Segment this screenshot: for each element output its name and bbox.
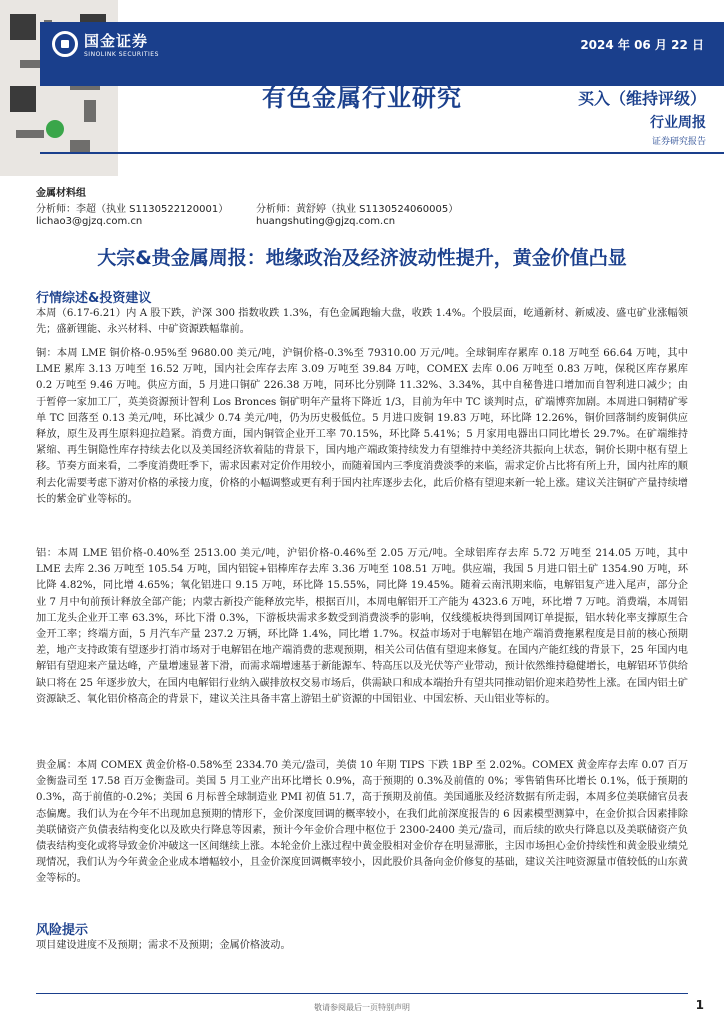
header-divider [40,152,724,154]
report-title: 大宗&贵金属周报：地缘政治及经济波动性提升，黄金价值凸显 [97,247,627,269]
rating: 买入（维持评级） [577,89,706,108]
sector-label: 金属材料组 [36,188,86,199]
author-2-line: 分析师：黄舒婷（执业 S1130524060005） [256,204,459,215]
report-date: 2024 年 06 月 22 日 [580,38,704,52]
page-number: 1 [695,998,704,1012]
paragraph-risk: 项目建设进度不及预期；需求不及预期；金属价格波动。 [36,940,291,951]
logo-cn: 国金证券 [84,32,149,50]
report-type: 行业周报 [650,115,706,131]
logo-en: SINOLINK SECURITIES [84,51,159,58]
author-1-line: 分析师：李超（执业 S1130522120001） [36,204,229,215]
report-header [0,0,724,178]
paragraph-aluminum: 铝：本周 LME 铝价格-0.40%至 2513.00 美元/吨，沪铝价格-0.46%至 2.05 万元/吨。全球铝库存去库 5.72 万吨至 214.05 万吨，其中 LME 去库 2.36 万吨至 105.54 万吨，国内铝锭+铝棒库存去库 3.36 万吨至 108.51 万吨。供应端，我国 5 月进口铝土矿 1354.90 万吨，环比降 4.82%，同比增 4.65%；氧化铝进口 9.15 万吨，环比降 15.55%，同比降 19.45%。随着云南汛期来临，电解铝复产进入尾声，部分企业 7 月中旬前预计释放全部产能；内蒙古新投产能释放完毕，根据百川，本周电解铝开工产能为 4323.6 万吨，环比增 7 万吨。消费端，本周铝加工龙头企业开工率 63.3%，环比下滑 0.3%，下游板块需求多数受到消费淡季的影响，仅线缆板块得到国网订单提振，铝水转化率支撑原生合金开工率；终端方面，5 月汽车产量 237.2 万辆，环比降 1.4%，同比增 1.7%。权益市场对于电解铝在地产端消费拖累程度是目前的核心预期差，地产支持政策有望逐步打消市场对于电解铝在地产端消费的悲观预期，相关公司估值有望迎来修复。在国内产能红线的背景下，25 年国内电解铝有望迎来产量达峰，产量增速显著下滑，而需求端增速基于新能源车、特高压以及光伏等产业带动，预计依然维持稳健增长，电解铝环节供给缺口将在 25 年逐步放大，在国内电解铝行业纳入碳排放权交易市场后，供需缺口和成本端抬升有望共同推动铝价迎来趋势性上涨。在国内铝土矿资源缺乏、氧化铝价格高企的背景下，建议关注具备丰富上游铝土矿资源的中国铝业、中国宏桥、天山铝业等标的。 [36,548,688,705]
footer-disclaimer[interactable]: 敬请参阅最后一页特别声明 [314,1003,410,1012]
dept-label: 证券研究报告 [651,137,706,147]
paragraph-copper: 铜：本周 LME 铜价格-0.95%至 9680.00 美元/吨，沪铜价格-0.3%至 79310.00 万元/吨。全球铜库存累库 0.18 万吨至 66.64 万吨，其中 LME 累库 3.13 万吨至 16.52 万吨，国内社会库存去库 3.09 万吨至 39.84 万吨，COMEX 去库 0.06 万吨至 0.83 万吨，保税区库存累库 0.2 万吨至 9.46 万吨。供应方面，5 月进口铜矿 226.38 万吨，同环比分别降 11.32%、3.34%，其中自秘鲁进口增加而自智利进口减少；由于暂停一家加工厂，英美资源预计智利 Los Bronces 铜矿明年产量将下降近 1/3，目前为年中 TC 谈判时点，矿端博弈加剧。本周进口铜精矿零单 TC 回落至 0.13 美元/吨，环比减少 0.74 美元/吨，仍为历史极低位。5 月进口废铜 19.83 万吨，环比降 12.26%，铜价回落制约废铜供应释放，原生及再生原料迎拉趋紧。消费方面，国内铜管企业开工率 70.15%，环比降 5.41%；5 月家用电器出口同比增长 29.7%。在矿端维持紧缩、再生铜隐性库存持续去化以及美国经济软着陆的背景下，国内地产端政策持续发力有望维持中美经济共振向上状态，铜价长期中枢有望上移。节奏方面来看，二季度消费旺季下，需求因素对定价作用较小，而随着国内三季度消费淡季的来临，需求定价占比将有所上升，国内社库的顺利去化需要考虑下游对价格的承接力度，价格的小幅调整或更有利于国内社库逐步去化，此后价格有望迎来新一轮上涨。建议关注铜矿产量持续增长的紫金矿业等标的。 [36,348,688,505]
paragraph-market: 本周（6.17-6.21）内 A 股下跌，沪深 300 指数收跌 1.3%，有色金属跑输大盘，收跌 1.4%。个股层面，屹通新材、新威凌、盛屯矿业涨幅领先；盛新锂能、永兴材料、中矿资源跌幅靠前。 [36,308,688,336]
overview-heading: 行情综述&投资建议 [36,291,152,306]
logo-mark-icon [52,31,78,57]
company-logo [52,30,159,58]
paragraph-precious-metals: 贵金属：本周 COMEX 黄金价格-0.58%至 2334.70 美元/盎司，美债 10 年期 TIPS 下跌 1BP 至 2.02%。COMEX 黄金库存去库 0.07 百万金衡盎司至 17.58 百万金衡盎司。美国 5 月工业产出环比增长 0.9%，高于预期的 0.3%及前值的 0%；零售销售环比增长 0.1%，低于预期的 0.3%，高于前值的-0.2%；美国 6 月标普全球制造业 PMI 初值 51.7，高于预期及前值。美国通胀及经济数据有所走弱，本周多位美联储官员表态偏鹰。我们认为在今年不出现加息预期的情形下，金价深度回调的概率较小，在我们此前深度报告的 6 因素模型测算中，在金价拟合因素排除美联储资产负债表结构变化以及欧央行降息等因素，预计今年金价合理中枢位于 2300-2400 美元/盎司，而后续的欧央行降息以及美联储资产负债表结构变化或将导致金价冲破这一区间继续上涨。本轮金价上涨过程中黄金股相对金价存在明显滞胀，主因市场担心金价持续性和黄金股业绩兑现情况，我们认为今年黄金企业成本增幅较小，且金价深度回调概率较小，因此股价具备向金价修复的基础，建议关注吨资源量市值较低的山东黄金等标的。 [36,760,688,885]
header-title: 有色金属行业研究 [262,84,462,112]
footer-divider [36,993,688,994]
wechat-badge-icon [46,120,64,138]
risk-heading: 风险提示 [36,923,89,938]
author-2-email[interactable]: huangshuting@gjzq.com.cn [256,216,396,227]
author-1-email[interactable]: lichao3@gjzq.com.cn [36,216,143,227]
